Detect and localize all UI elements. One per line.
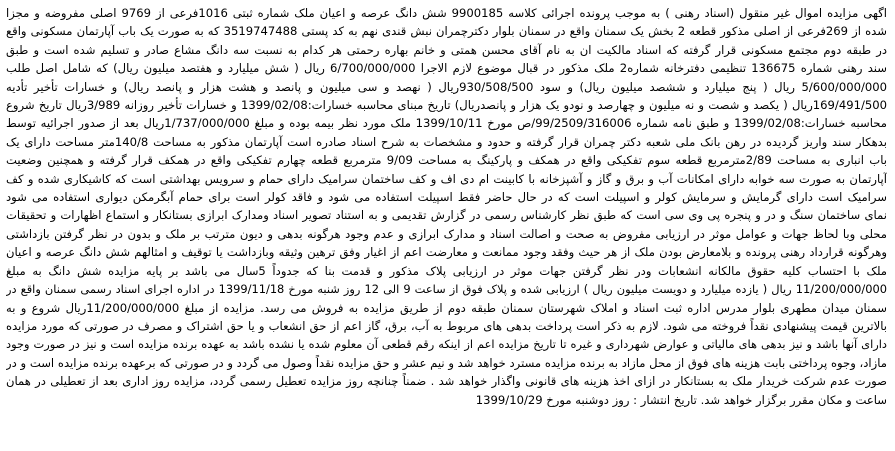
notice-line: مازاد، وجوه پرداختی بابت هزینه های فوق از محل مازاد به برنده مزایده مسترد خواهد شد و نیم عشر و حق مزایده نقداً وصول می گردد و در صورتی که برعهده برنده مزایده است و در <box>6 355 887 370</box>
notice-line: سمنان میدان مطهری بلوار مدرس اداره ثبت اسناد و املاک شهرستان سمنان طبقه دوم از طریق مزایده به فروش می رسد. مزایده از مبلغ 11/200/000/000ریال شروع و به <box>6 300 887 315</box>
notice-line: اگهی مزایده اموال غیر منقول (اسناد رهنی ) به موجب پرونده اجرائی کلاسه 9900185 شش دانگ عرصه و اعیان ملک شماره ثبتی 1016فرعی از 9769 اصلی مفروضه و مجزا <box>6 6 887 20</box>
notice-line: شده از 269فرعی از اصلی مذکور قطعه 2 بخش یک سمنان واقع در سمنان بلوار دکترچمران نبش قندی نهم به کد پستی 3519747488 که به صورت یک باب آپارتمان مسکونی واقع <box>6 24 887 39</box>
notice-line: باب انباری به مساحت 2/89مترمربع قطعه سوم تفکیکی واقع در همکف و پارکینگ به مساحت 9/09 مترمربع قطعه چهارم تفکیکی واقع در همکف قرار گرفته و همچنین وضعیت <box>6 153 887 168</box>
notice-line: در طبقه دوم مجتمع مسکونی قرار گرفته که اسناد مالکیت ان به نام آقای محسن همتی و خانم بهاره رحمتی هر کدام به نسبت سه دانگ مشاع صادر و تسلیم شده است و طبق <box>6 42 887 57</box>
notice-line: 169/491/500ریال ( یکصد و شصت و نه میلیون و چهارصد و نودو یک هزار و پانصدریال) تاریخ مبنای محاسبه خسارات:1399/02/08 و خسارات تأخیر روزانه 3/989ریال تاریخ شروع <box>6 98 887 113</box>
notice-line: آپارتمان به صورت سه خوابه دارای امکانات آب و برق و گاز و آشپزخانه با کابینت ام دی اف و کف ساختمان سرامیک دارای حمام و سرویس بهداشتی است که کاشیکاری شده و کف <box>6 171 887 186</box>
notice-line-last: ساعت و مکان مقرر برگزار خواهد شد. تاریخ انتشار : روز دوشنبه مورخ 1399/10/29 <box>475 392 887 407</box>
notice-line: دارای آنها باشد و نیز بدهی های مالیاتی و عوارض شهرداری و غیره تا تاریخ مزایده اعم از اینکه رقم قطعی آن معلوم شده یا نشده باشد به عهده برنده مزایده است و نیز در صورت وجود <box>6 337 887 352</box>
notice-line: صورت عدم شرکت خریدار ملک به بستانکار در ازای اخذ هزینه های قانونی واگذار خواهد شد . ضمناً چنانچه روز مزایده تعطیل رسمی گردد، مزایده روز اداری بعد از تعطیلی در همان <box>6 374 887 389</box>
notice-line: بالاترین قیمت پیشنهادی نقداً فروخته می شود. لازم به ذکر است پرداخت بدهی های مربوط به آب، برق، گاز اعم از حق انشعاب و یا حق اشتراک و مصرف در صورتی که مورد مزایده <box>6 318 887 333</box>
notice-line: وهرگونه قرارداد رهنی پرونده و بلامعارض بودن ملک از هر حیث وفقد وجود ممانعت و معارضت اعم از اغیار وفق ترهین وثیقه وبازداشت یا توقیف و امثالهم شش دانگ عرصه و اعیان <box>6 245 887 260</box>
notice-line: محاسبه خسارات:1399/02/08 و طبق نامه شماره 99/2509/316006/ص مورخ 1399/10/11 ملک مورد نظر بیمه بوده و مبلغ 1/737/000/000ریال بعد از صدور اجرائیه توسط <box>6 116 887 131</box>
notice-line: سند رهنی شماره 136675 تنظیمی دفترخانه شماره2 ملک مذکور در قبال موضوع لازم الاجرا 6/700/000/000 ریال ( شش میلیارد و هفتصد میلیون ریال) که شامل اصل طلب <box>6 61 887 76</box>
notice-line: نمای ساختمان سنگ و در و پنجره پی وی سی است که طبق نظر کارشناس رسمی در گزارش تقدیمی و به استناد تصویر اسناد ومدارک ابرازی بستانکار و استماع اظهارات و تحقیقات <box>6 208 887 223</box>
notice-line: بدهکار سند واریز گردیده در رهن بانک ملی شعبه دکتر چمران قرار گرفته و حدود و مشخصات به شرح اسناد صادره است آپارتمان مذکور به مساحت 140/8متر مساحت دارای یک <box>6 134 887 149</box>
notice-line: سرامیک است دارای گرمایش و سرمایش کولر و اسپیلت است که در حال حاضر فقط اسپیلت استفاده می شود و فاقد کولر است برای حمام آبگرمکن دیواری استفاده می شود <box>6 190 887 205</box>
notice-line: 11/200/000/000 ریال ( یازده میلیارد و دویست میلیون ریال ) ارزیابی شده و پلاک فوق از ساعت 9 الی 12 روز شنبه مورخ 1399/11/18 در اداره اجرای اسناد رسمی سمنان واقع در <box>6 282 887 297</box>
notice-line: ملک با احتساب کلیه حقوق مالکانه انشعابات ودر نظر گرفتن جهات موثر در ارزیابی پلاک مذکور و قدمت بنا که جدوداً 5سال می باشد بر پایه مزایده شش دانگ به مبلغ <box>6 263 887 278</box>
notice-line: محلی وبا لحاظ جهات و عوامل موثر در ارزیابی مفروض به صحت و اصالت اسناد و مدارک ابرازی و عدم وجود هرگونه بدهی و دیون مترتب بر ملک و بدون در نظر گرفتن بازداشتی <box>6 226 887 241</box>
notice-line: 5/600/000/000 ریال ( پنج میلیارد و ششصد میلیون ریال) و سود 930/508/500ریال ( نهصد و سی میلیون و پانصد و هشت هزار و پانصد ریال) و خسارات تأخیر تأدیه <box>6 79 887 94</box>
